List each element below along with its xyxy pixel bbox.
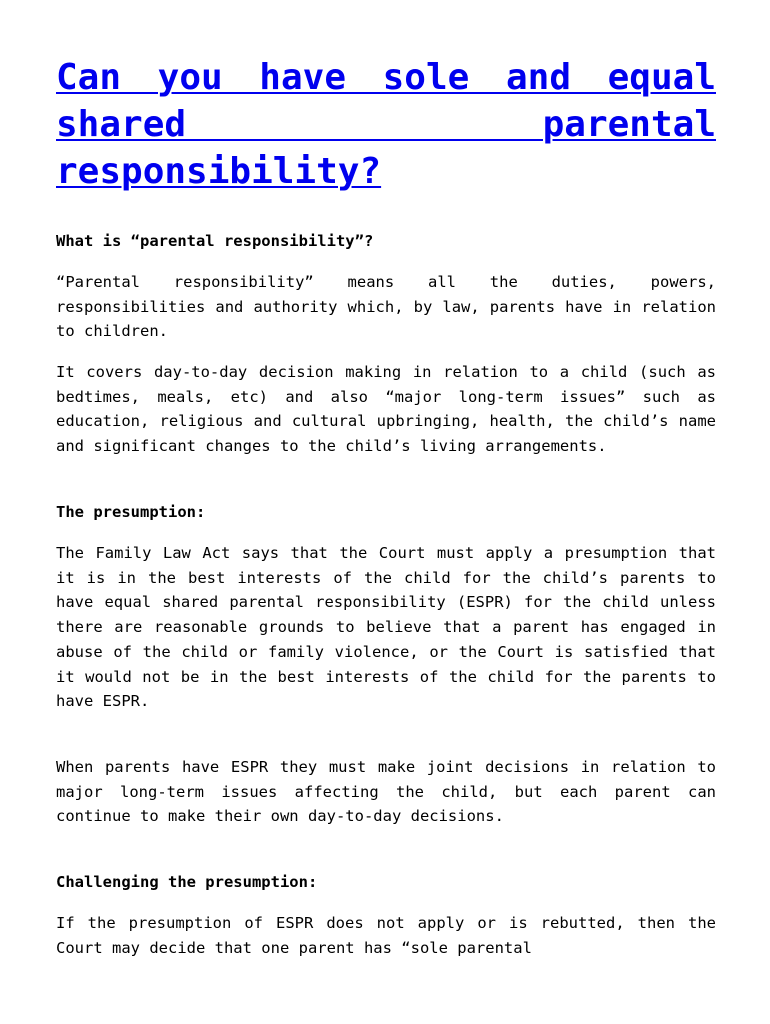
paragraph-presumption: The Family Law Act says that the Court must apply a presumption that it is in the best interests of the child for the child’s parents to have equal shared parental responsibility (ESPR) for the child unless there are reasonable grounds to believe that a parent has engaged in abuse of the child or family violence, or the Court is satisfied that it would not be in the best interests of the child for the parents to have ESPR. bbox=[56, 544, 716, 711]
paragraph-definition: “Parental responsibility” means all the duties, powers, responsibilities and authority which, by law, parents have in relation to children. bbox=[56, 273, 716, 341]
paragraph-espr-decisions: When parents have ESPR they must make joint decisions in relation to major long-term issues affecting the child, but each parent can continue to make their own day-to-day decisions. bbox=[56, 758, 716, 826]
paragraph-rebuttal: If the presumption of ESPR does not apply or is rebutted, then the Court may decide that one parent has “sole parental bbox=[56, 914, 716, 957]
heading-the-presumption: The presumption: bbox=[56, 503, 206, 521]
heading-challenging-the-presumption: Challenging the presumption: bbox=[56, 873, 318, 891]
heading-what-is-parental-responsibility: What is “parental responsibility”? bbox=[56, 232, 374, 250]
article-title-link[interactable]: Can you have sole and equal shared parental responsibility? bbox=[56, 57, 716, 192]
article-title bbox=[56, 54, 716, 195]
article bbox=[56, 54, 716, 957]
paragraph-scope: It covers day-to-day decision making in relation to a child (such as bedtimes, meals, etc) and also “major long-term issues” such as education, religious and cultural upbringing, health, the child’s name and significant changes to the child’s living arrangements. bbox=[56, 363, 716, 456]
